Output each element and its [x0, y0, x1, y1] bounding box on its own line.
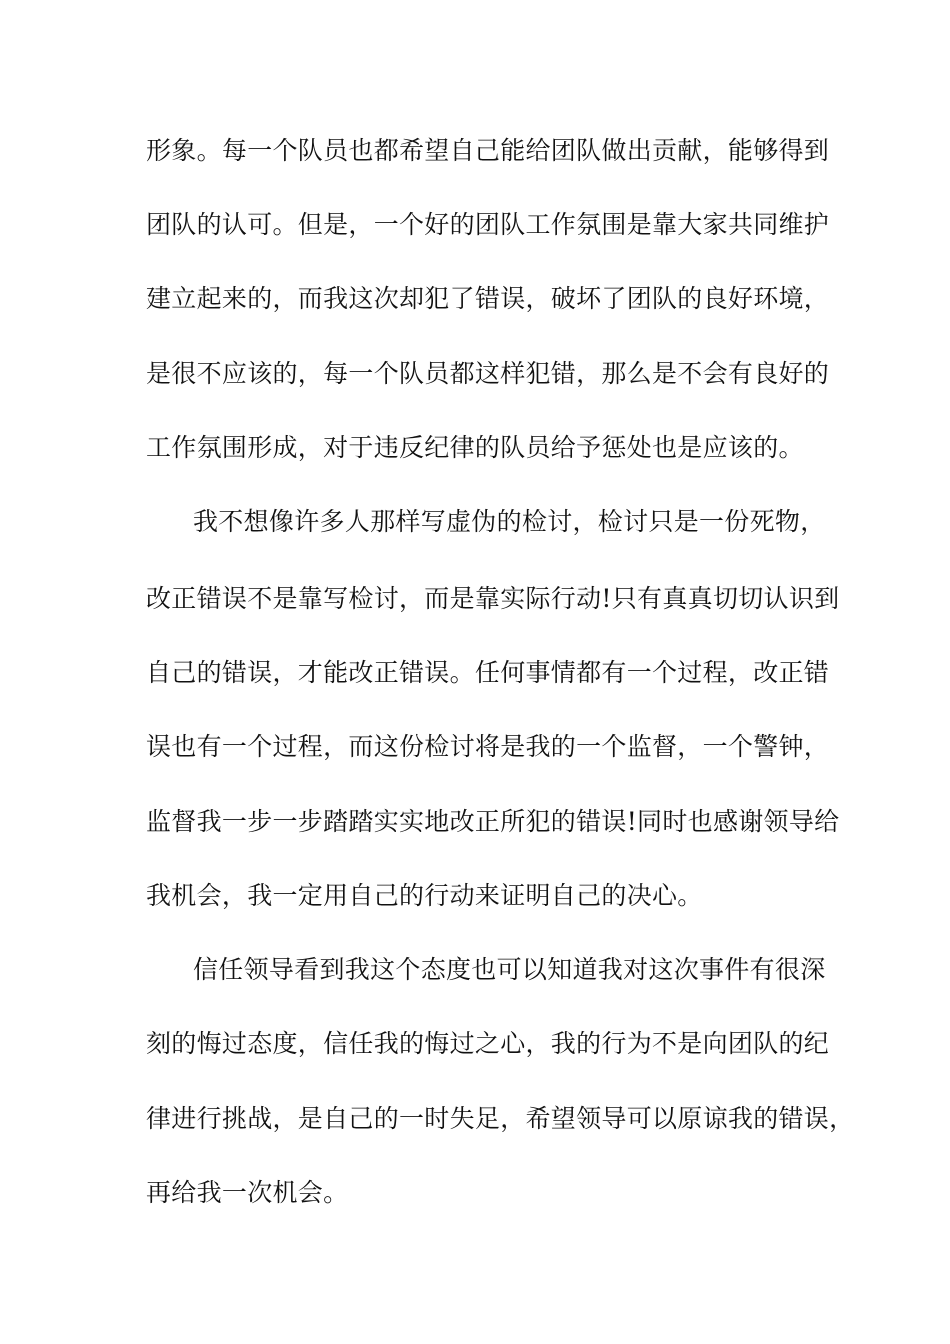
text-line: 团队的认可。但是，一个好的团队工作氛围是靠大家共同维护: [146, 210, 830, 239]
text-line: 再给我一次机会。: [146, 1178, 349, 1207]
text-line: 误也有一个过程，而这份检讨将是我的一个监督，一个警钟，: [146, 732, 830, 761]
paragraph-first-line: 信任领导看到我这个态度也可以知道我对这次事件有很深: [193, 955, 826, 984]
text-line: 监督我一步一步踏踏实实地改正所犯的错误!同时也感谢领导给: [146, 807, 840, 836]
text-line: 刻的悔过态度，信任我的悔过之心，我的行为不是向团队的纪: [146, 1029, 830, 1058]
text-line: 改正错误不是靠写检讨，而是靠实际行动!只有真真切切认识到: [146, 584, 840, 613]
text-line: 我机会，我一定用自己的行动来证明自己的决心。: [146, 881, 703, 910]
text-line: 是很不应该的，每一个队员都这样犯错，那么是不会有良好的: [146, 359, 830, 388]
text-line: 律进行挑战，是自己的一时失足，希望领导可以原谅我的错误，: [146, 1104, 855, 1133]
text-line: 自己的错误，才能改正错误。任何事情都有一个过程，改正错: [146, 658, 830, 687]
paragraph-first-line: 我不想像许多人那样写虚伪的检讨，检讨只是一份死物，: [193, 507, 826, 536]
text-line: 建立起来的，而我这次却犯了错误，破坏了团队的良好环境，: [146, 284, 830, 313]
text-line: 形象。每一个队员也都希望自己能给团队做出贡献，能够得到: [146, 136, 830, 165]
text-line: 工作氛围形成，对于违反纪律的队员给予惩处也是应该的。: [146, 433, 804, 462]
